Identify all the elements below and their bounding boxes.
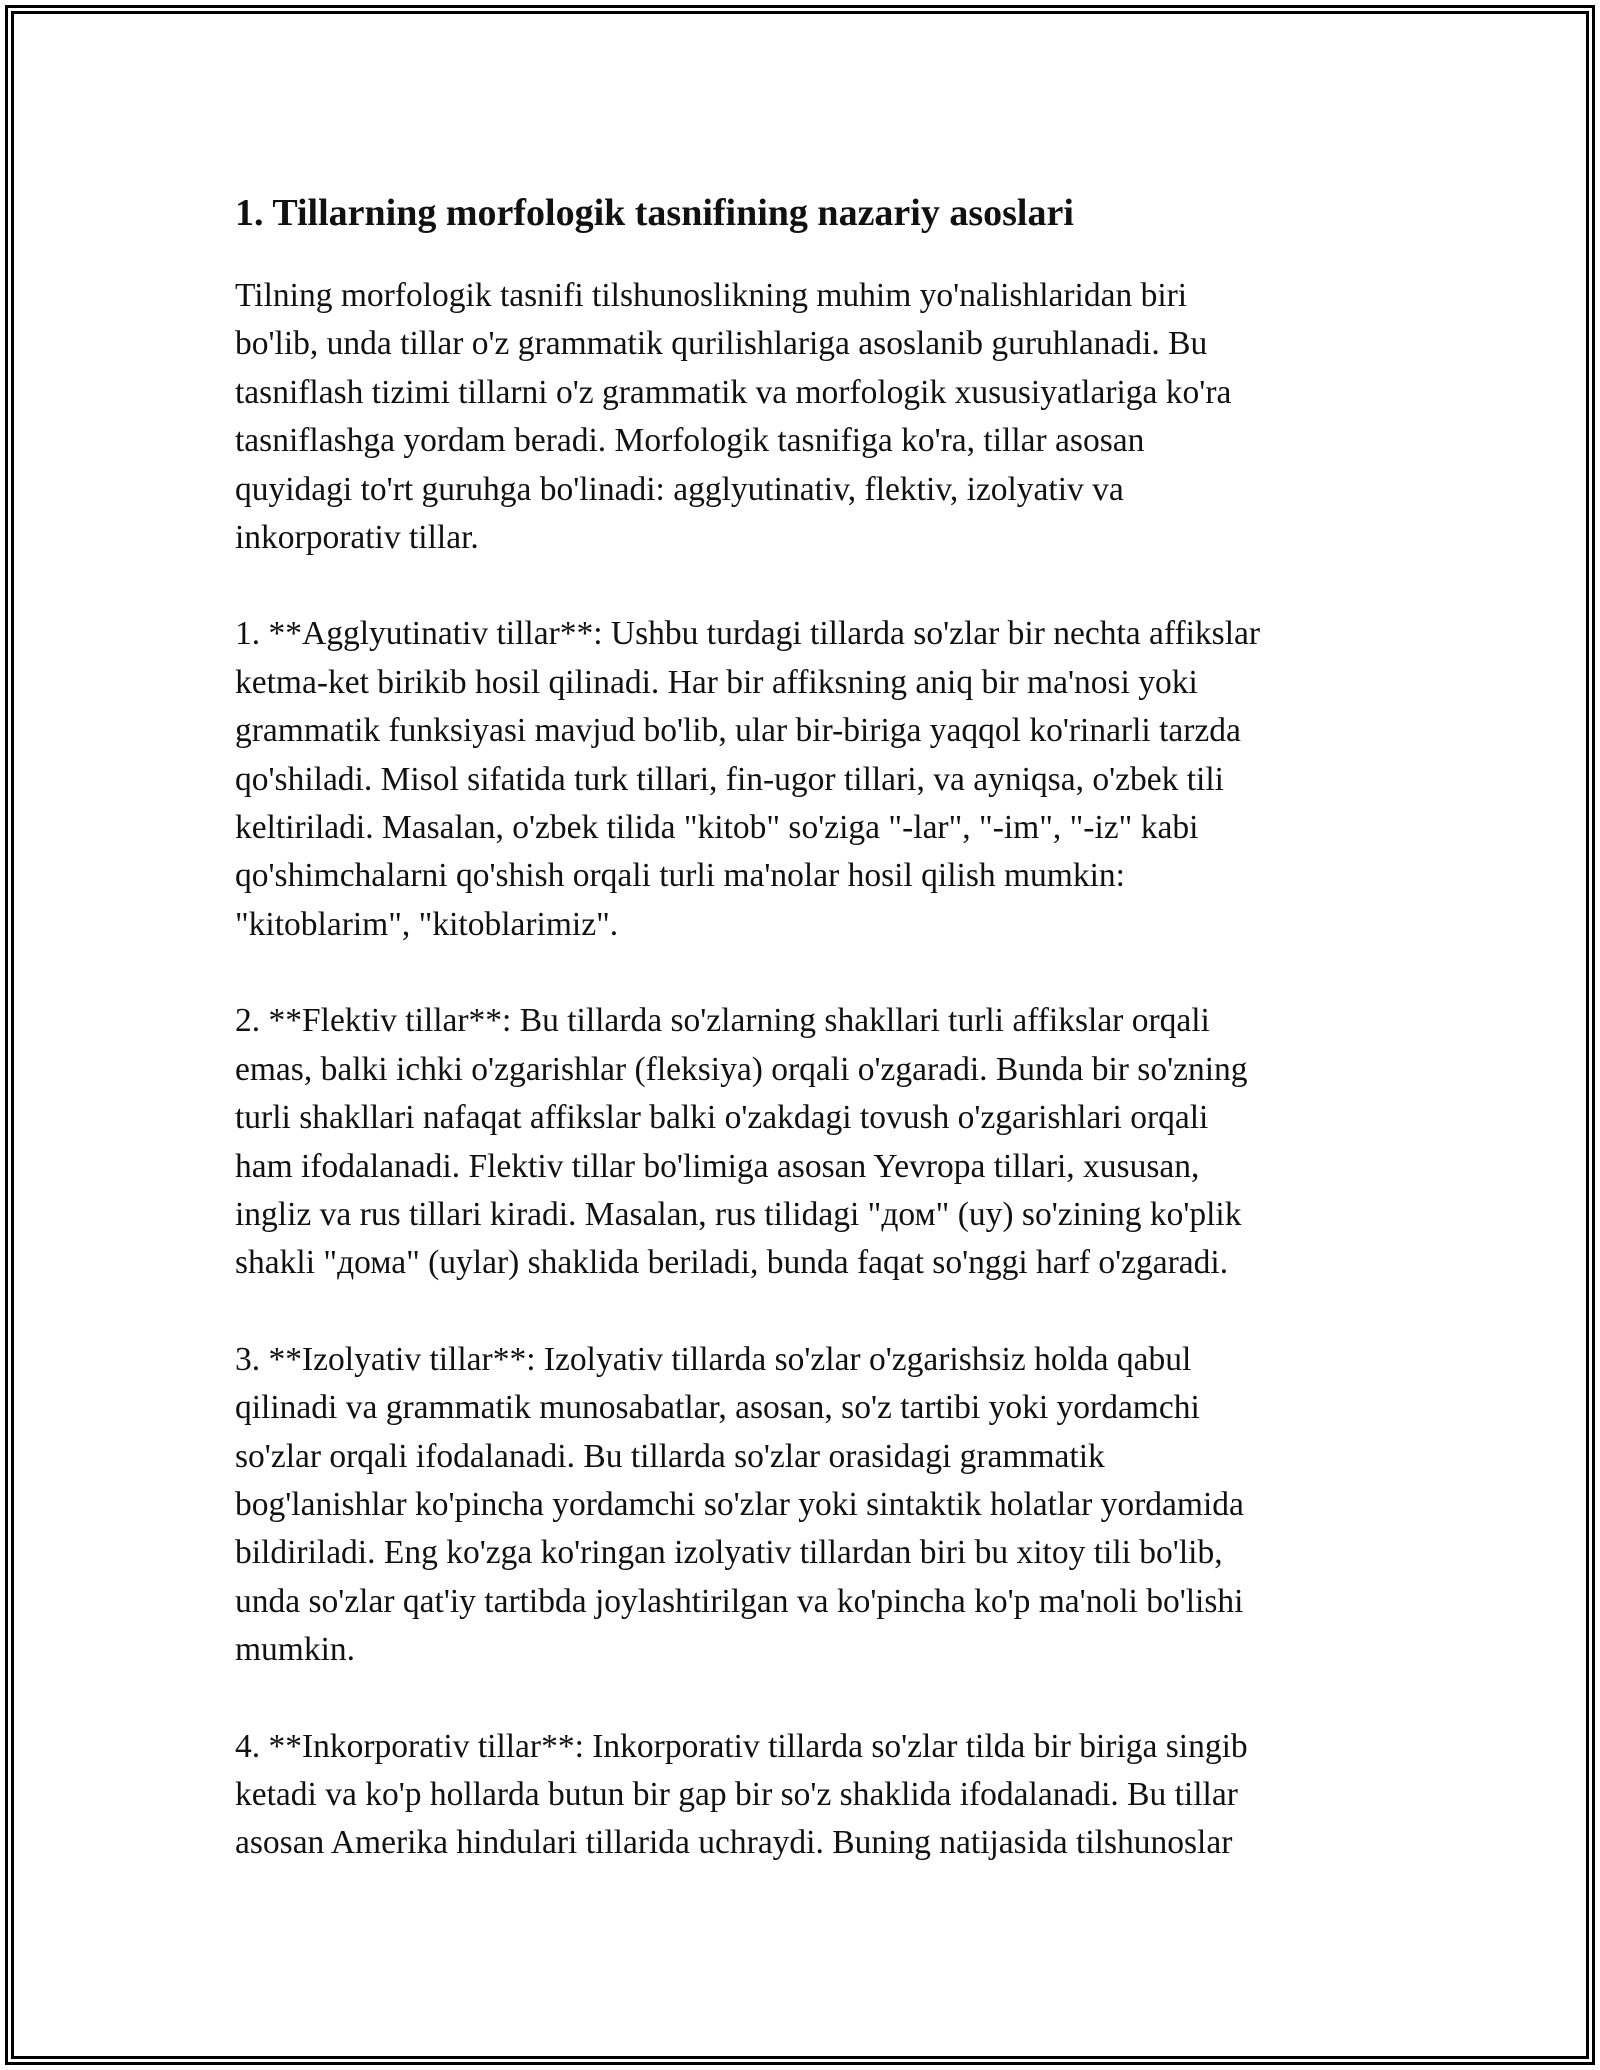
paragraph-incorporating: 4. **Inkorporativ tillar**: Inkorporativ tillarda so'zlar tilda bir biriga singib ketadi va ko'p hollarda butun bir gap bir so'z shaklida ifodalanadi. Bu tillar asosan Amerika hindulari tillarida uchraydi. Buning natijasida tilshunoslar: [235, 1727, 1248, 1862]
paragraph-agglutinative: 1. **Agglyutinativ tillar**: Ushbu turdagi tillarda so'zlar bir nechta affikslar ketma-ket birikib hosil qilinadi. Har bir affiksning aniq bir ma'nosi yoki grammatik funksiyasi mavjud bo'lib, ular bir-biriga yaqqol ko'rinarli tarzda qo'shiladi. Misol sifatida turk tillari, fin-ugor tillari, va ayniqsa, o'zbek tili keltiriladi. Masalan, o'zbek tilida "kitob" so'ziga "-lar", "-im", "-iz" kabi qo'shimchalarni qo'shish orqali turli ma'nolar hosil qilish mumkin: "kitoblarim", "kitoblarimiz".: [235, 615, 1261, 943]
paragraph-flective: 2. **Flektiv tillar**: Bu tillarda so'zlarning shakllari turli affikslar orqali emas, balki ichki o'zgarishlar (fleksiya) orqali o'zgaradi. Bunda bir so'zning turli shakllari nafaqat affikslar balki o'zakdagi tovush o'zgarishlari orqali ham ifodalanadi. Flektiv tillar bo'limiga asosan Yevropa tillari, xususan, ingliz va rus tillari kiradi. Masalan, rus tilidagi "дом" (uy) so'zining ko'plik shakli "дома" (uylar) shaklida beriladi, bunda faqat so'nggi harf o'zgaradi.: [235, 1002, 1248, 1282]
paragraph-isolating: 3. **Izolyativ tillar**: Izolyativ tillarda so'zlar o'zgarishsiz holda qabul qilinadi va grammatik munosabatlar, asosan, so'z tartibi yoki yordamchi so'zlar orqali ifodalanadi. Bu tillarda so'zlar orasidagi grammatik bog'lanishlar ko'pincha yordamchi so'zlar yoki sintaktik holatlar yordamida bildiriladi. Eng ko'zga ko'ringan izolyativ tillardan biri bu xitoy tili bo'lib, unda so'zlar qat'iy tartibda joylashtirilgan va ko'pincha ko'p ma'noli bo'lishi mumkin.: [235, 1340, 1244, 1669]
paragraph-intro: Tilning morfologik tasnifi tilshunoslikning muhim yo'nalishlaridan biri bo'lib, unda tillar o'z grammatik qurilishlariga asoslanib guruhlanadi. Bu tasniflash tizimi tillarni o'z grammatik va morfologik xususiyatlariga ko'ra tasniflashga yordam beradi. Morfologik tasnifiga ko'ra, tillar asosan quyidagi to'rt guruhga bo'linadi: agglyutinativ, flektiv, izolyativ va inkorporativ tillar.: [235, 277, 1232, 557]
section-heading: 1. Tillarning morfologik tasnifining nazariy asoslari: [235, 192, 1074, 234]
document-body: [235, 188, 1365, 1916]
